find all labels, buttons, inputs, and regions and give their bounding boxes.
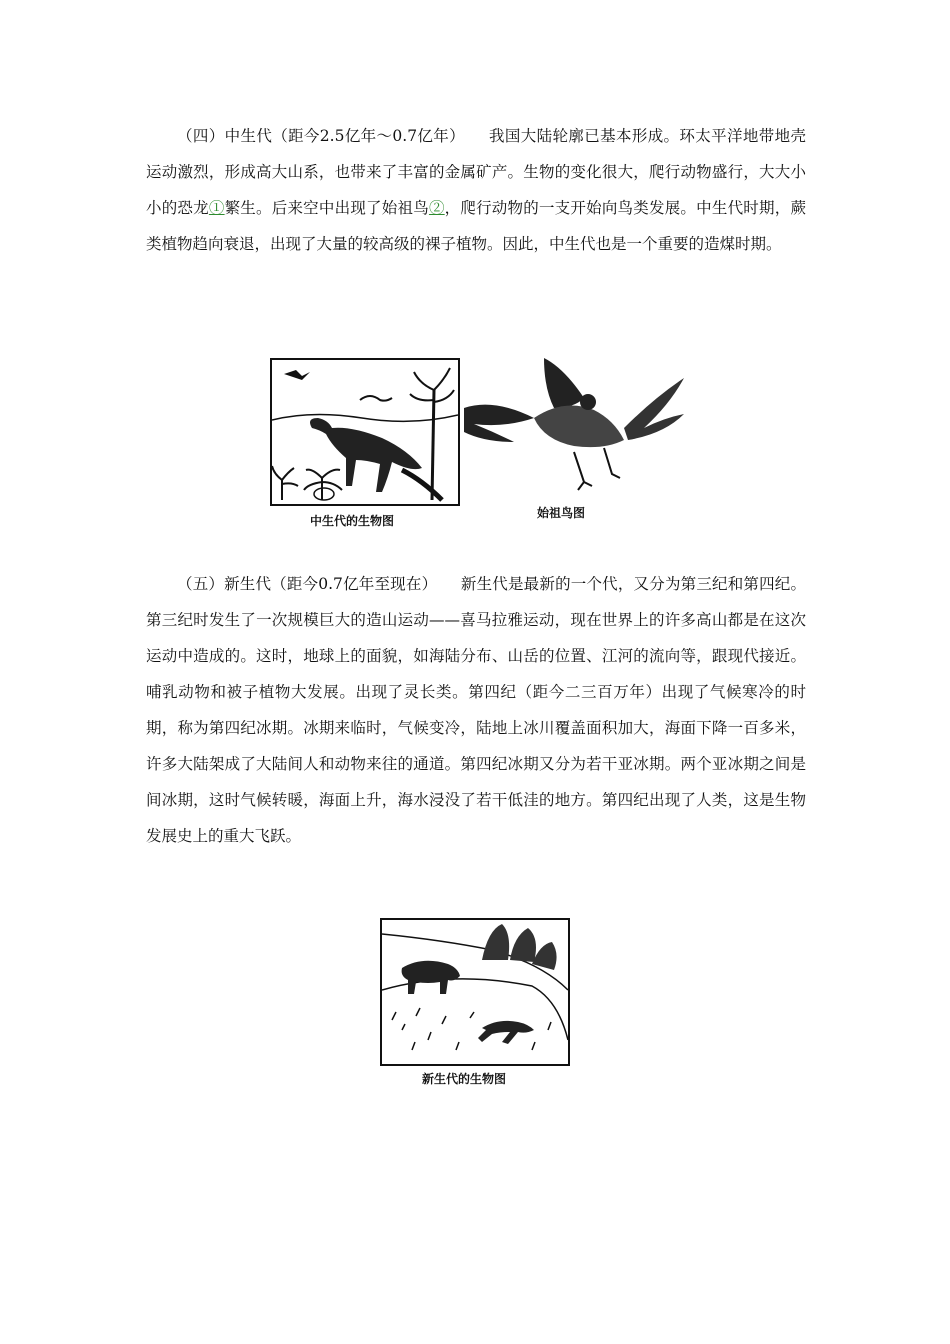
paragraph-mesozoic bbox=[146, 118, 806, 262]
archaeopteryx-image bbox=[454, 348, 686, 496]
mesozoic-text-3: ，爬行动物的一支开始向鸟类发展。中生代时期，蕨类植物趋向衰退，出现了大量的较高级的裸子植物。因此，中生代也是一个重要的造煤时期。 bbox=[146, 199, 806, 253]
caption-archaeopteryx: 始祖鸟图 bbox=[537, 506, 586, 520]
mesozoic-text-2: 繁生。后来空中出现了始祖鸟 bbox=[224, 199, 429, 217]
mesozoic-creatures-image bbox=[270, 358, 460, 506]
footnote-link-1[interactable]: ① bbox=[208, 199, 225, 217]
caption-mesozoic-creatures: 中生代的生物图 bbox=[310, 514, 395, 528]
cenozoic-creatures-image bbox=[380, 918, 570, 1066]
footnote-link-2[interactable]: ② bbox=[428, 199, 445, 217]
dinosaur-illustration bbox=[272, 360, 458, 504]
paragraph-cenozoic bbox=[146, 566, 806, 854]
mesozoic-text-1: （四）中生代（距今2.5亿年～0.7亿年） 我国大陆轮廓已基本形成。环太平洋地带地壳运动激烈，形成高大山系，也带来了丰富的金属矿产。生物的变化很大，爬行动物盛行，大大小小的恐龙 bbox=[146, 127, 806, 217]
cenozoic-text: （五）新生代（距今0.7亿年至现在） 新生代是最新的一个代，又分为第三纪和第四纪。第三纪时发生了一次规模巨大的造山运动——喜马拉雅运动，现在世界上的许多高山都是在这次运动中造成的。这时，地球上的面貌，如海陆分布、山岳的位置、江河的流向等，跟现代接近。哺乳动物和被子植物大发展。出现了灵长类。第四纪（距今二三百万年）出现了气候寒冷的时期，称为第四纪冰期。冰期来临时，气候变冷，陆地上冰川覆盖面积加大，海面下降一百多米，许多大陆架成了大陆间人和动物来往的通道。第四纪冰期又分为若干亚冰期。两个亚冰期之间是间冰期，这时气候转暖，海面上升，海水浸没了若干低洼的地方。第四纪出现了人类，这是生物发展史上的重大飞跃。 bbox=[146, 575, 806, 845]
cenozoic-illustration bbox=[382, 920, 568, 1064]
archaeopteryx-illustration bbox=[454, 348, 686, 496]
caption-cenozoic-creatures: 新生代的生物图 bbox=[422, 1072, 507, 1086]
